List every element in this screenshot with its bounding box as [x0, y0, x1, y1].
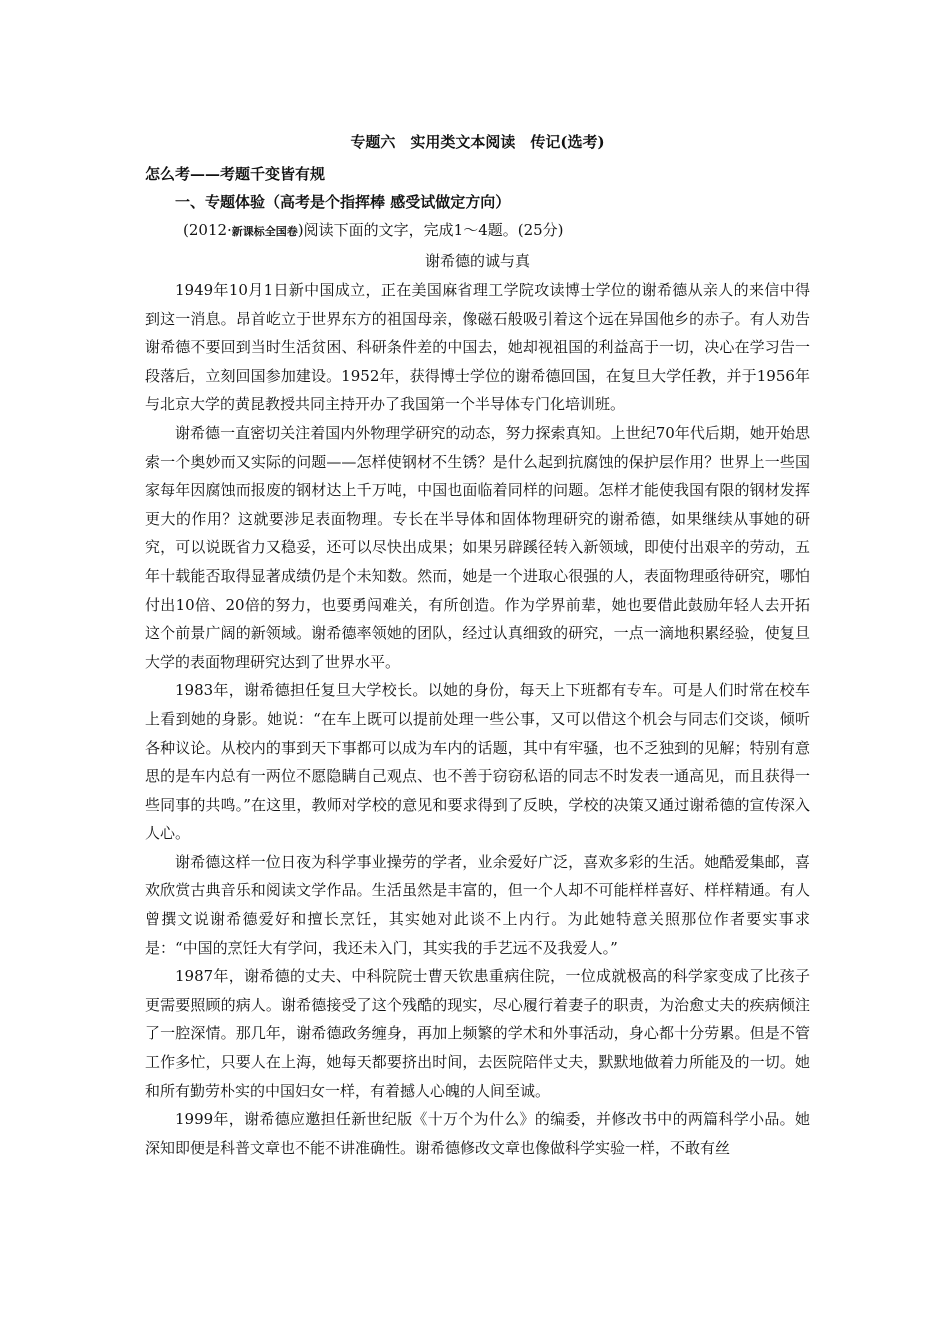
paragraph-1: 1949年10月1日新中国成立，正在美国麻省理工学院攻读博士学位的谢希德从亲人的来信中得到这一消息。昂首屹立于世界东方的祖国母亲，像磁石般吸引着这个远在异国他乡的赤子。有人劝告谢希德不要回到当时生活贫困、科研条件差的中国去，她却视祖国的利益高于一切，决心在学习告一段落后，立刻回国参加建设。1952年，获得博士学位的谢希德回国，在复旦大学任教，并于1956年与北京大学的黄昆教授共同主持开办了我国第一个半导体专门化培训班。	[145, 281, 810, 414]
paragraph-5: 1987年，谢希德的丈夫、中科院院士曹天钦患重病住院，一位成就极高的科学家变成了比孩子更需要照顾的病人。谢希德接受了这个残酷的现实，尽心履行着妻子的职责，为治愈丈夫的疾病倾注了一腔深情。那几年，谢希德政务缠身，再加上频繁的学术和外事活动，身心都十分劳累。但是不管工作多忙，只要人在上海，她每天都要挤出时间，去医院陪伴丈夫，默默地做着力所能及的一切。她和所有勤劳朴实的中国妇女一样，有着撼人心魄的人间至诚。	[145, 967, 810, 1100]
paragraph-3: 1983年，谢希德担任复旦大学校长。以她的身份，每天上下班都有专车。可是人们时常在校车上看到她的身影。她说：“在车上既可以提前处理一些公事，又可以借这个机会与同志们交谈，倾听各种议论。从校内的事到天下事都可以成为车内的话题，其中有牢骚，也不乏独到的见解；特别有意思的是车内总有一两位不愿隐瞒自己观点、也不善于窃窃私语的同志不时发表一通高见，而且获得一些同事的共鸣。”在这里，教师对学校的意见和要求得到了反映，学校的决策又通过谢希德的宣传深入人心。	[145, 681, 810, 843]
intro-prefix: (2012·	[183, 221, 232, 239]
paragraph-4: 谢希德这样一位日夜为科学事业操劳的学者，业余爱好广泛，喜欢多彩的生活。她酷爱集邮，喜欢欣赏古典音乐和阅读文学作品。生活虽然是丰富的，但一个人却不可能样样喜好、样样精通。有人曾撰文说谢希德爱好和擅长烹饪，其实她对此谈不上内行。为此她特意关照那位作者要实事求是：“中国的烹饪大有学问，我还未入门，其实我的手艺远不及我爱人。”	[145, 852, 810, 957]
paragraph-2: 谢希德一直密切关注着国内外物理学研究的动态，努力探索真知。上世纪70年代后期，她开始思索一个奥妙而又实际的问题——怎样使钢材不生锈？是什么起到抗腐蚀的保护层作用？世界上一些国家每年因腐蚀而报废的钢材达上千万吨，中国也面临着同样的问题。怎样才能使我国有限的钢材发挥更大的作用？这就要涉足表面物理。专长在半导体和固体物理研究的谢希德，如果继续从事她的研究，可以说既省力又稳妥，还可以尽快出成果；如果另辟蹊径转入新领域，即使付出艰辛的劳动，五年十载能否取得显著成绩仍是个未知数。然而，她是一个进取心很强的人，表面物理亟待研究，哪怕付出10倍、20倍的努力，也要勇闯难关，有所创造。作为学界前辈，她也要借此鼓励年轻人去开拓这个前景广阔的新领域。谢希德率领她的团队，经过认真细致的研究，一点一滴地积累经验，使复旦大学的表面物理研究达到了世界水平。	[145, 423, 810, 671]
document-title: 专题六 实用类文本阅读 传记(选考)	[350, 133, 605, 151]
essay-title: 谢希德的诚与真	[424, 252, 530, 270]
document-body	[145, 128, 810, 1162]
intro-suffix: )阅读下面的文字，完成1～4题。(25分)	[297, 221, 564, 239]
intro-source: 新课标全国卷	[231, 225, 298, 238]
question-intro	[145, 216, 810, 246]
section-heading: 怎么考——考题千变皆有规	[145, 165, 326, 183]
subsection-heading: 一、专题体验（高考是个指挥棒 感受试做定方向）	[175, 193, 511, 211]
paragraph-6: 1999年，谢希德应邀担任新世纪版《十万个为什么》的编委，并修改书中的两篇科学小品。她深知即便是科普文章也不能不讲准确性。谢希德修改文章也像做科学实验一样，不敢有丝	[145, 1110, 810, 1157]
